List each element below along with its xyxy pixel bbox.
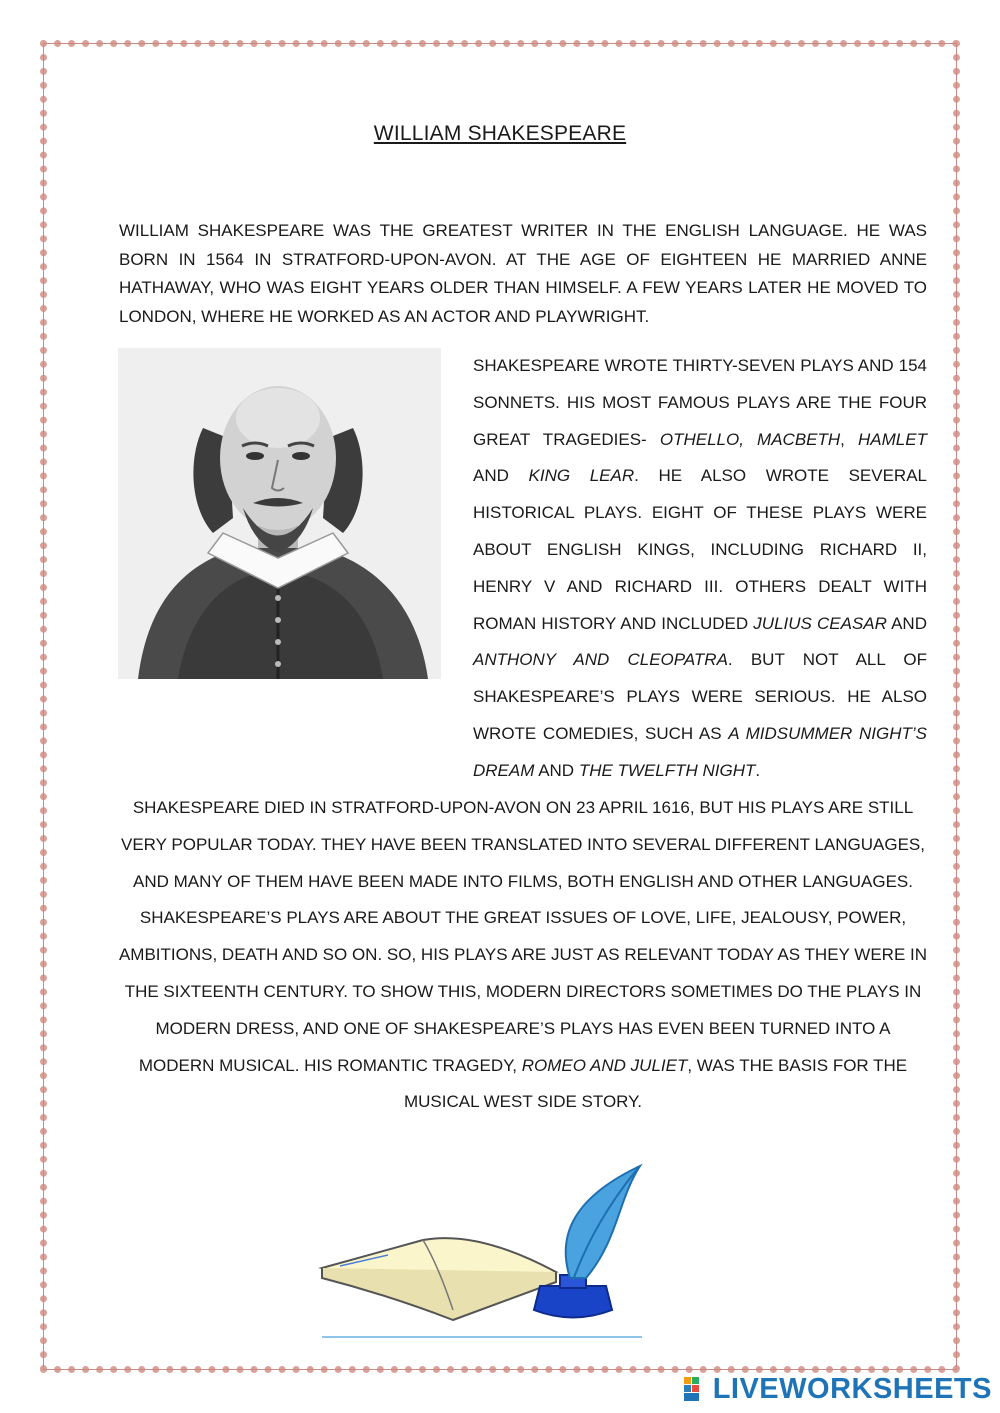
plays-text: . HE ALSO WROTE SEVERAL HISTORICAL PLAYS. EIGHT OF THESE PLAYS WERE ABOUT ENGLISH KINGS, INCLUDING RICHARD II, HENRY V AND RICHARD III. OTHERS DEALT WITH ROMAN HISTORY AND INCLUDED <box>473 466 928 633</box>
page-title: WILLIAM SHAKESPEARE <box>373 122 627 145</box>
legacy-text: SHAKESPEARE DIED IN STRATFORD-UPON-AVON ON 23 APRIL 1616, BUT HIS PLAYS ARE STILL VERY POPULAR TODAY. THEY HAVE BEEN TRANSLATED INTO SEVERAL DIFFERENT LANGUAGES, AND MANY OF THEM HAVE BEEN MADE INTO FILMS, BOTH ENGLISH AND OTHER LANGUAGES. SHAKESPEARE’S PLAYS ARE ABOUT THE GREAT ISSUES OF LOVE, LIFE, JEALOUSY, POWER, AMBITIONS, DEATH AND SO ON. SO, HIS PLAYS ARE JUST AS RELEVANT TODAY AS THEY WERE IN THE SIXTEENTH CENTURY. TO SHOW THIS, MODERN DIRECTORS SOMETIMES DO THE PLAYS IN MODERN DRESS, AND ONE OF SHAKESPEARE’S PLAYS HAS EVEN BEEN TURNED INTO A MODERN MUSICAL. HIS ROMANTIC TRAGEDY, <box>118 798 928 1075</box>
plays-text: AND <box>886 613 927 633</box>
play-title: A MIDSUMMER NIGHT’S DREAM <box>473 723 927 780</box>
play-title: ANTHONY AND CLEOPATRA <box>473 650 728 670</box>
intro-paragraph: WILLIAM SHAKESPEARE WAS THE GREATEST WRITER IN THE ENGLISH LANGUAGE. HE WAS BORN IN 1564 IN STRATFORD-UPON-AVON. AT THE AGE OF EIGHTEEN HE MARRIED ANNE HATHAWAY, WHO WAS EIGHT YEARS OLDER THAN HIMSELF. A FEW YEARS LATER HE MOVED TO LONDON, WHERE HE WORKED AS AN ACTOR AND PLAYWRIGHT. <box>119 221 927 326</box>
legacy-paragraph <box>118 790 928 1121</box>
play-title: THE TWELFTH NIGHT <box>578 760 756 780</box>
plays-text: AND <box>534 760 579 780</box>
play-title: KING LEAR <box>528 466 635 486</box>
book-and-quill-illustration <box>318 1160 648 1345</box>
liveworksheets-logo-text: LIVEWORKSHEETS <box>712 1372 992 1405</box>
play-title: OTHELLO, MACBETH <box>659 429 841 449</box>
plays-text: SHAKESPEARE WROTE THIRTY-SEVEN PLAYS AND 154 SONNETS. HIS MOST FAMOUS PLAYS ARE THE FOUR GREAT TRAGEDIES- <box>473 356 927 449</box>
plays-text: . BUT NOT ALL OF SHAKESPEARE’S PLAYS WERE SERIOUS. HE ALSO WROTE COMEDIES, SUCH AS <box>473 650 927 743</box>
play-title: HAMLET <box>858 429 927 449</box>
liveworksheets-logo-icon <box>683 1375 709 1403</box>
plays-text: , <box>840 429 859 449</box>
plays-text: AND <box>473 466 529 486</box>
plays-text: . <box>755 760 761 780</box>
plays-paragraph <box>473 348 927 790</box>
liveworksheets-logo[interactable] <box>683 1371 992 1407</box>
shakespeare-portrait-image <box>118 348 441 679</box>
play-title: ROMEO AND JULIET <box>521 1055 688 1075</box>
legacy-text: , WAS THE BASIS FOR THE MUSICAL WEST SIDE STORY. <box>403 1055 908 1112</box>
play-title: JULIUS CEASAR <box>753 613 887 633</box>
